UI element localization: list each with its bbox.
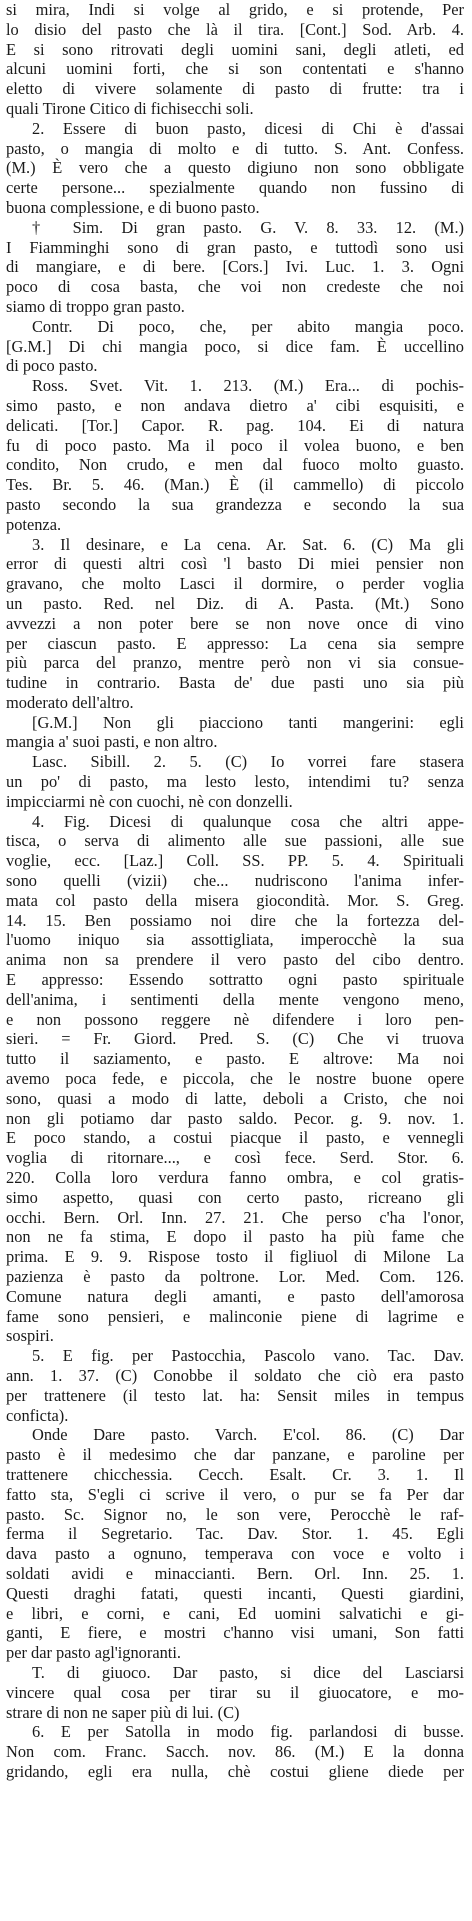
text-line: 2. Essere di buon pasto, dicesi di Chi è d'assai (32, 118, 464, 138)
text-line: condito, Non crudo, e men dal fuoco molto guasto. (6, 455, 464, 475)
text-line: sospiri. (6, 1326, 54, 1346)
text-line: tisca, o serva di alimento alle sue passioni, alle sue (6, 831, 464, 851)
text-line: tutto il saziamento, e pasto. E altrove: Ma noi (6, 1049, 464, 1069)
text-line: lo disio del pasto che là il tira. [Cont.] Sod. Arb. 4. (6, 19, 464, 39)
text-line: [G.M.] Di chi mangia poco, si dice fam. È uccellino (6, 336, 464, 356)
text-line: Comune natura degli amanti, e pasto dell'amorosa (6, 1286, 464, 1306)
text-line: 6. E per Satolla in modo fig. parlandosi di busse. (32, 1722, 464, 1742)
text-line: per ciascun pasto. E appresso: La cena sia sempre (6, 633, 464, 653)
text-line: impicciarmi nè con cuochi, nè con donzelli. (6, 791, 293, 811)
text-line: 3. Il desinare, e La cena. Ar. Sat. 6. (C) Ma gli (32, 534, 464, 554)
text-line: avemo poca fede, e piccola, che le nostre buone opere (6, 1069, 464, 1089)
text-line: Lasc. Sibill. 2. 5. (C) Io vorrei fare stasera (32, 752, 464, 772)
text-line: simo pasto, e non andava dietro a' cibi esquisiti, e (6, 395, 464, 415)
text-line: mangia a' suoi pasti, e non altro. (6, 732, 218, 752)
text-line: Onde Dare pasto. Varch. E'col. 86. (C) Dar (32, 1425, 464, 1445)
text-line: avvezzi a non poter bere se non nove once di vino (6, 613, 464, 633)
text-line: E si sono ritrovati degli uomini sani, degli atleti, ed (6, 39, 464, 59)
text-line: fu di poco pasto. Ma il poco il volea buono, e ben (6, 435, 464, 455)
text-line: ganti, E fiere, e mostri c'hanno visi umani, Son fatti (6, 1623, 464, 1643)
text-line: fatto sta, S'egli ci scrive il vero, o pur se fa Per dar (6, 1484, 464, 1504)
text-line: pasto, o mangia di molto e di tutto. S. Ant. Confess. (6, 138, 464, 158)
text-line: I Fiamminghi sono di gran pasto, e tuttodì sono usi (6, 237, 464, 257)
text-line: Contr. Di poco, che, per abito mangia poco. (32, 316, 464, 336)
text-line: ferma il Segretario. Tac. Dav. Stor. 1. 45. Egli (6, 1524, 464, 1544)
text-line: un po' di pasto, ma lesto lesto, intendimi tu? senza (6, 772, 464, 792)
text-line: E poco stando, a costui piacque il pasto, e vennegli (6, 1128, 464, 1148)
text-line: (M.) È vero che a questo digiuno non sono obbligate (6, 158, 464, 178)
text-line: poco di cosa basta, che voi non credeste che noi (6, 277, 464, 297)
text-line: si mira, Indi si volge al grido, e si protende, Per (6, 0, 464, 19)
text-line: delicati. [Tor.] Capor. R. pag. 104. Ei di natura (6, 415, 464, 435)
text-line: E appresso: Essendo sottratto ogni pasto spirituale (6, 970, 464, 990)
text-line: gridando, egli era nulla, chè costui gliene diede per (6, 1761, 464, 1781)
text-line: non ne fa stima, E dopo il pasto ha più fame che (6, 1227, 464, 1247)
text-line: per trattenere (il testo lat. ha: Sensit miles in tempus (6, 1385, 464, 1405)
text-line: trattenere chicchessia. Cecch. Esalt. Cr. 3. 1. Il (6, 1464, 464, 1484)
text-line: prima. E 9. 9. Rispose tosto il figliuol di Milone La (6, 1247, 464, 1267)
text-line: error di questi altri così 'l basto Di miei pensier non (6, 554, 464, 574)
text-line: siamo di troppo gran pasto. (6, 296, 185, 316)
text-line: 220. Colla loro verdura fanno ombra, e col gratis- (6, 1168, 464, 1188)
text-line: alcuni uomini forti, che si son contentati e s'hanno (6, 59, 464, 79)
text-line: di poco pasto. (6, 356, 98, 376)
text-line: mata col pasto della misera giocondità. Mor. S. Greg. (6, 890, 464, 910)
text-line: sieri. = Fr. Giord. Pred. S. (C) Che vi truova (6, 1029, 464, 1049)
text-line: per dar pasto agl'ignoranti. (6, 1643, 181, 1663)
text-line: e non possono reggere nè difendere i loro pen- (6, 1009, 464, 1029)
text-line: Questi draghi fatati, questi incanti, Questi giardini, (6, 1583, 464, 1603)
text-line: pasto secondo la sua grandezza e secondo la sua (6, 494, 464, 514)
text-line: sono, quasi a modo di latte, deboli a Cristo, che noi (6, 1088, 464, 1108)
text-line: potenza. (6, 514, 62, 534)
text-line: pasto. Sc. Signor no, le son vere, Perocchè le raf- (6, 1504, 464, 1524)
text-line: sono quelli (vizii) che... nudriscono l'anima infer- (6, 871, 464, 891)
text-line: di mangiare, e di bere. [Cors.] Ivi. Luc. 1. 3. Ogni (6, 257, 464, 277)
text-line: tudine in contrario. Basta de' due pasti uno sia più (6, 673, 464, 693)
text-line: Non com. Franc. Sacch. nov. 86. (M.) E la donna (6, 1742, 464, 1762)
text-line: buona complessione, e di buono pasto. (6, 197, 260, 217)
text-line: voglia di ritornare..., e così fece. Serd. Stor. 6. (6, 1148, 464, 1168)
text-line: ann. 1. 37. (C) Conobbe il soldato che ciò era pasto (6, 1365, 464, 1385)
text-line: 14. 15. Ben possiamo noi dire che la fortezza del- (6, 910, 464, 930)
text-line: fame sono pensieri, e malinconie piene di lagrime e (6, 1306, 464, 1326)
text-line: un pasto. Red. nel Diz. di A. Pasta. (Mt.) Sono (6, 593, 464, 613)
text-line: pazienza è pasto da poltrone. Lor. Med. Com. 126. (6, 1267, 464, 1286)
text-line: soldati avidi e minaccianti. Bern. Orl. Inn. 25. 1. (6, 1563, 464, 1583)
text-line: pasto è il medesimo che dar panzane, e paroline per (6, 1445, 464, 1465)
text-line: simo aspetto, quasi con certo pasto, ricreano gli (6, 1187, 464, 1207)
text-line: occhi. Bern. Orl. Inn. 27. 21. Che perso c'ha l'onor, (6, 1207, 464, 1227)
text-line: e libri, e corni, e cani, Ed uomini salvatichi e gi- (6, 1603, 464, 1623)
text-line: quali Tirone Citico di fichisecchi soli. (6, 98, 254, 118)
text-line: 4. Fig. Dicesi di qualunque cosa che altri appe- (32, 811, 464, 831)
text-line: conficta). (6, 1405, 69, 1425)
text-line: certe persone... spezialmente quando non fussino di (6, 178, 464, 198)
text-line: l'uomo iniquo sia assottigliata, imperocchè la sua (6, 930, 464, 950)
text-line: voglie, ecc. [Laz.] Coll. SS. PP. 5. 4. Spirituali (6, 851, 464, 871)
text-line: vincere qual cosa per tirar su il giuocatore, e mo- (6, 1682, 464, 1702)
text-line: dava pasto a ognuno, temperava con voce e volto i (6, 1544, 464, 1564)
text-line: dell'anima, i sentimenti della mente vengono meno, (6, 989, 464, 1009)
text-line: più parca del pranzo, mentre però non vi sia consue- (6, 653, 464, 673)
text-line: [G.M.] Non gli piacciono tanti mangerini: egli (32, 712, 464, 732)
text-line: Ross. Svet. Vit. 1. 213. (M.) Era... di pochis- (32, 376, 464, 396)
text-line: anima non sa prendere il vero pasto del cibo dentro. (6, 950, 464, 970)
text-line: Tes. Br. 5. 46. (Man.) È (il cammello) di piccolo (6, 475, 464, 495)
text-line: non gli potiamo dar pasto saldo. Pecor. g. 9. nov. 1. (6, 1108, 464, 1128)
text-line: eletto di vivere solamente di pasto di frutte: tra i (6, 79, 464, 99)
text-line: gravano, che molto Lasci il dormire, o perder voglia (6, 574, 464, 594)
text-line: T. di giuoco. Dar pasto, si dice del Lasciarsi (32, 1662, 464, 1682)
text-line: moderato dell'altro. (6, 692, 134, 712)
text-line: † Sim. Di gran pasto. G. V. 8. 33. 12. (M.) (32, 217, 464, 237)
text-line: 5. E fig. per Pastocchia, Pascolo vano. Tac. Dav. (32, 1346, 464, 1366)
text-line: strare di non ne saper più di lui. (C) (6, 1702, 240, 1722)
